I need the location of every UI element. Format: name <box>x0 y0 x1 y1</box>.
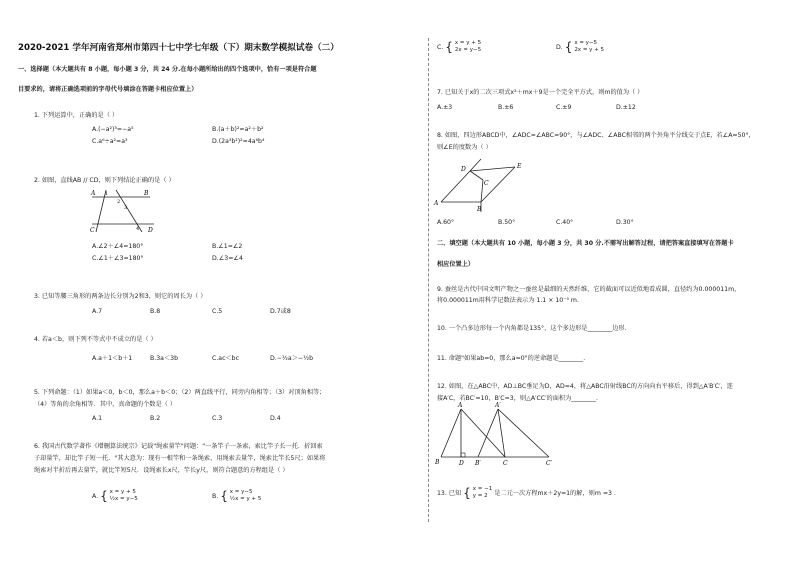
q9-line1: 9. 蚕丝是古代中国文明产物之一蚕丝是最细的天然纤维，它的截面可以近似地看成圆，直径约为0.000011m， <box>437 286 741 293</box>
q4-option-b[interactable]: B.3a＜3b <box>150 355 178 362</box>
q13-eq1: x = −1 <box>472 486 493 493</box>
q6-option-d-brace: { <box>564 40 573 54</box>
q8-stem-line2: 则∠E的度数为（ ） <box>437 144 492 151</box>
label-d: D <box>461 166 466 173</box>
q4-option-d[interactable]: D.−½a＞−½b <box>270 355 314 362</box>
q8-option-c[interactable]: C.40° <box>556 219 574 226</box>
q2-stem: 2. 如图，直线AB // CD，则下列结论正确的是（ ） <box>34 177 175 184</box>
label-b: B <box>477 206 482 213</box>
q6-option-b-eq2: ½x = y + 5 <box>229 496 262 502</box>
side-ab <box>441 409 461 457</box>
q13-brace: { <box>463 486 471 500</box>
q8-stem-line1: 8. 如图，四边形ABCD中，∠ADC=∠ABC=90°，与∠ADC、∠ABC相邻的两个外角平分线交于点E，若∠A=50°， <box>437 132 755 139</box>
q6-option-b[interactable] <box>212 489 261 504</box>
bisector-de <box>470 167 515 171</box>
q3-option-b[interactable]: B.8 <box>150 308 161 315</box>
q2-option-d[interactable]: D.∠3=∠4 <box>212 255 243 262</box>
extension-ad <box>470 159 481 171</box>
q6-option-b-letter: B. <box>212 493 219 500</box>
side-ac <box>461 409 505 457</box>
q3-option-d[interactable]: D.7或8 <box>270 308 291 315</box>
label-3: 3 <box>124 205 128 211</box>
q6-option-c-eq2: 2x = y−5 <box>454 47 482 53</box>
q2-option-c[interactable]: C.∠1＋∠3=180° <box>92 255 144 262</box>
q6-option-a-eq1: x = y + 5 <box>109 489 136 496</box>
q11-stem: 11. 命题"如果ab=0，那么a=0"的逆命题是________． <box>437 355 590 362</box>
q6-option-c[interactable] <box>437 40 481 55</box>
label-b: B <box>144 190 149 197</box>
q13-stem <box>437 486 620 501</box>
segment-a1c <box>498 409 505 457</box>
q12-line2: 接A′C，若BC′=10，B′C=3，则△A′CC′的面积为________． <box>437 395 603 402</box>
q6-stem-line3: 绳索对半折后再去量竿，就比竿短5尺．设绳索长x尺，竿长y尺，则符合题意的方程组是（ ） <box>34 467 289 474</box>
q2-option-a[interactable]: A.∠2＋∠4=180° <box>92 243 144 250</box>
q6-option-a-letter: A. <box>92 493 99 500</box>
q1-option-b[interactable]: B.(a＋b)²=a²＋b² <box>212 126 264 133</box>
label-1: 1 <box>105 191 109 197</box>
q3-option-c[interactable]: C.5 <box>212 308 223 315</box>
side-cb <box>481 180 483 202</box>
q6-option-c-letter: C. <box>437 44 444 51</box>
q13-pre: 13. 已知 <box>437 490 462 497</box>
q6-option-d[interactable] <box>556 40 604 55</box>
q6-stem-line2: 子却量竿，却比竿子短一托．"其大意为：现有一根竿和一条绳索，用绳索去量竿，绳索比竿长5尺；如果将 <box>34 455 326 462</box>
q8-option-d[interactable]: D.30° <box>616 219 634 226</box>
q1-option-c[interactable]: C.a⁶÷a²=a³ <box>92 138 128 145</box>
label-a: A <box>434 200 439 207</box>
q6-option-d-eq1: x = y−5 <box>574 40 598 47</box>
q9-line2: 将0.000011m用科学记数法表示为 1.1 × 10⁻⁵ m． <box>437 297 584 304</box>
q6-option-c-eq1: x = y + 5 <box>454 40 482 47</box>
label-c: C <box>90 227 95 234</box>
q6-option-a-eq2: ½x = y−5 <box>109 496 138 502</box>
label-a: A <box>91 190 96 197</box>
q5-stem-line1: 5. 下列命题：（1）如果a＜0，b＜0，那么a＋b＜0；（2）两直线平行，同旁内角相等；（3）对顶角相等； <box>34 389 326 396</box>
q13-eq2: y = 2 <box>472 493 488 499</box>
label-2: 2 <box>117 199 121 205</box>
q8-figure <box>433 158 533 214</box>
side-ad <box>441 171 470 202</box>
side-a1c1 <box>498 409 549 457</box>
label-e: E <box>517 163 522 170</box>
label-d: D <box>148 227 153 234</box>
q6-option-b-brace: { <box>220 489 228 503</box>
q4-option-a[interactable]: A.a＋1＜b＋1 <box>92 355 133 362</box>
q8-option-a[interactable]: A.60° <box>437 219 455 226</box>
side-dc <box>470 171 483 180</box>
q4-option-c[interactable]: C.ac＜bc <box>212 355 239 362</box>
q7-option-d[interactable]: D.±12 <box>616 104 636 111</box>
label-c: C <box>503 460 508 467</box>
q6-option-c-brace: { <box>445 40 453 54</box>
label-d: D <box>459 460 464 467</box>
q12-line1: 12. 如图，在△ABC中，AD⊥BC垂足为D，AD=4，将△ABC沿射线BC的方向向右平移后，得到△A′B′C′，连 <box>437 383 733 390</box>
label-4: 4 <box>136 226 140 232</box>
side-a1b1 <box>478 409 498 457</box>
column-divider <box>428 38 429 522</box>
section1-header-line2: 目要求的，请将正确选项前的字母代号填涂在答题卡相应位置上） <box>18 86 198 93</box>
label-c-prime: C′ <box>546 460 552 467</box>
q5-stem-line2: （4）等角的余角相等．其中，真命题的个数是（ ） <box>34 401 177 408</box>
q6-option-a-brace: { <box>100 489 108 503</box>
label-c: C <box>484 180 489 187</box>
q6-option-d-eq2: 2x = y + 5 <box>574 47 605 53</box>
q2-option-b[interactable]: B.∠1=∠2 <box>212 243 243 250</box>
q5-option-b[interactable]: B.2 <box>150 415 161 422</box>
q1-option-a[interactable]: A.(−a²)³=−a⁵ <box>92 126 134 133</box>
q1-option-d[interactable]: D.(2a³b²)²=4a⁶b⁴ <box>212 138 265 145</box>
q8-option-b[interactable]: B.50° <box>498 219 516 226</box>
label-b-prime: B′ <box>475 460 481 467</box>
q7-stem: 7. 已知关于x的二次三项式x²＋mx＋9是一个完全平方式，则m的值为（ ） <box>437 89 644 96</box>
q6-option-a[interactable] <box>92 489 138 504</box>
q6-stem-line1: 6. 我国古代数学著作《增删算法统宗》记载"绳索量竿"问题："一条竿子一条索，索比竿子长一托．折回索 <box>34 443 323 450</box>
q13-post: 是二元一次方程mx＋2y=1的解，则m =3 ． <box>494 490 621 497</box>
section2-header-line2: 相应位置上） <box>437 261 475 268</box>
q10-stem: 10. 一个凸多边形每一个内角都是135°，这个多边形是________边形． <box>437 325 631 332</box>
label-a: A <box>458 402 463 409</box>
q2-figure <box>90 186 160 236</box>
q1-stem: 1. 下列运算中，正确的是（ ） <box>34 112 119 119</box>
q4-stem: 4. 若a＜b，则下列不等式中不成立的是（ ） <box>34 336 157 343</box>
q7-option-b[interactable]: B.±6 <box>498 104 514 111</box>
q6-option-b-eq1: x = y−5 <box>229 489 253 496</box>
q3-stem: 3. 已知等腰三角形的两条边长分别为2和3，则它的周长为（ ） <box>34 293 207 300</box>
right-angle-mark <box>461 453 465 457</box>
q5-option-d[interactable]: D.4 <box>270 415 281 422</box>
section1-header-line1: 一、选择题（本大题共有 8 小题，每小题 3 分，共 24 分.在每小题所给出的四个选项中，恰有一项是符合题 <box>18 66 317 73</box>
exam-title: 2020-2021 学年河南省郑州市第四十七中学七年级（下）期末数学模拟试卷（二） <box>18 43 339 53</box>
section2-header-line1: 二、填空题（本大题共有 10 小题，每小题 3 分，共 30 分.不需写出解答过程，请把答案直接填写在答题卡 <box>437 240 734 247</box>
q7-option-a[interactable]: A.±3 <box>437 104 453 111</box>
q12-figure <box>433 397 559 469</box>
label-a-prime: A′ <box>495 402 501 409</box>
q3-option-a[interactable]: A.7 <box>92 308 103 315</box>
q7-option-c[interactable]: C.±9 <box>556 104 572 111</box>
q6-option-d-letter: D. <box>556 44 563 51</box>
label-b: B <box>435 459 440 466</box>
q5-option-a[interactable]: A.1 <box>92 415 103 422</box>
q5-option-c[interactable]: C.3 <box>212 415 223 422</box>
